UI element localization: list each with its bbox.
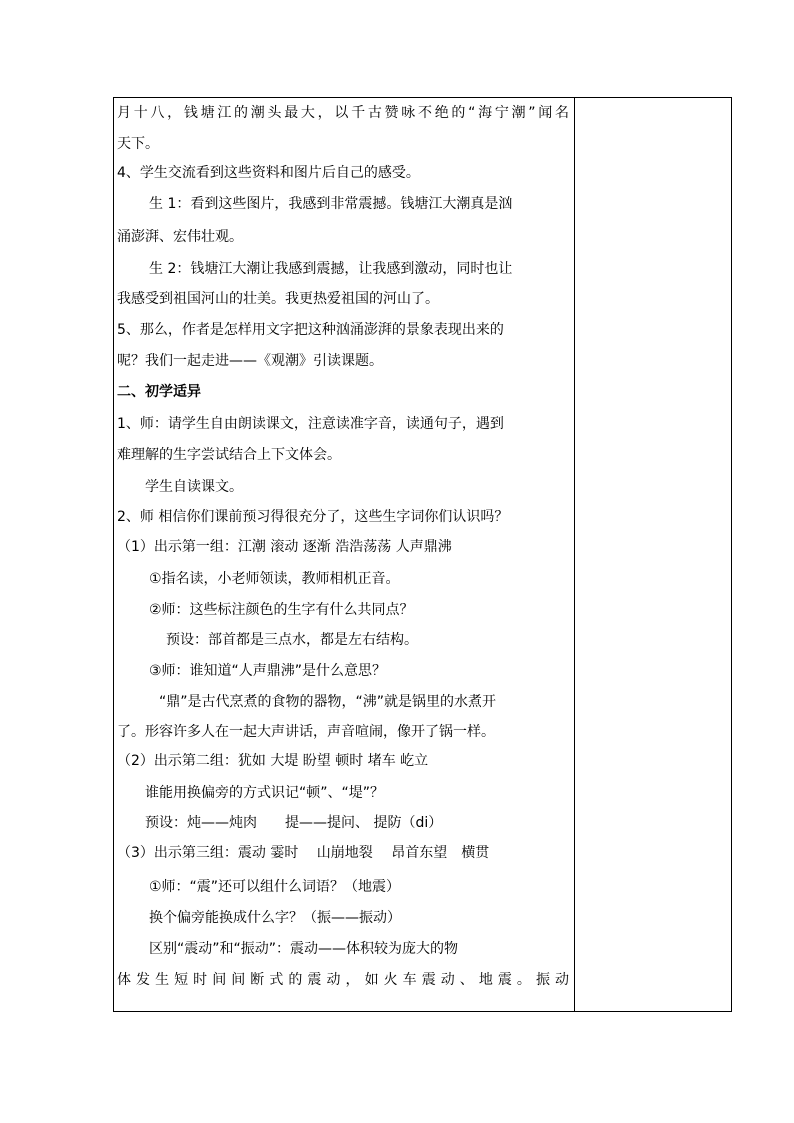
text-line: （2）出示第二组：犹如 大堤 盼望 顿时 堵车 屹立 bbox=[117, 753, 429, 769]
text-line: 体发生短时间间断式的震动，如火车震动、地震。振动 bbox=[117, 972, 569, 988]
text-line: 1、师：请学生自由朗读课文，注意读准字音，读通句子，遇到 bbox=[117, 416, 504, 432]
text-line: 学生自读课文。 bbox=[145, 479, 243, 495]
text-line: 4、学生交流看到这些资料和图片后自己的感受。 bbox=[117, 165, 420, 181]
column-divider bbox=[574, 97, 575, 1012]
text-line: 区别“震动”和“振动”：震动——体积较为庞大的物 bbox=[149, 941, 459, 957]
text-line: 5、那么，作者是怎样用文字把这种汹涌澎湃的景象表现出来的 bbox=[117, 322, 504, 338]
text-line: “鼎”是古代烹煮的食物的器物，“沸”就是锅里的水煮开 bbox=[159, 694, 497, 710]
text-line: ①师：“震”还可以组什么词语？（地震） bbox=[149, 879, 401, 895]
text-line: 换个偏旁能换成什么字？（振——振动） bbox=[149, 910, 401, 926]
text-line: 预设：部首都是三点水，都是左右结构。 bbox=[166, 632, 418, 648]
text-line: 生 1：看到这些图片，我感到非常震撼。钱塘江大潮真是汹 bbox=[149, 196, 513, 212]
text-line: 预设：炖——炖肉 提——提问、 提防（di） bbox=[145, 815, 443, 831]
text-line: ①指名读，小老师领读，教师相机正音。 bbox=[149, 571, 400, 587]
text-line: （3）出示第三组：震动 霎时 山崩地裂 昂首东望 横贯 bbox=[117, 845, 490, 861]
text-line: （1）出示第一组：江潮 滚动 逐渐 浩浩荡荡 人声鼎沸 bbox=[117, 539, 452, 555]
text-line: 天下。 bbox=[117, 136, 159, 152]
text-line: 了。形容许多人在一起大声讲话，声音喧闹，像开了锅一样。 bbox=[117, 724, 495, 740]
text-line: 生 2：钱塘江大潮让我感到震撼，让我感到激动，同时也让 bbox=[149, 261, 513, 277]
text-line: 呢？我们一起走进——《观潮》引读课题。 bbox=[117, 353, 383, 369]
text-line: ③师：谁知道“人声鼎沸”是什么意思？ bbox=[149, 663, 387, 679]
text-line: 我感受到祖国河山的壮美。我更热爱祖国的河山了。 bbox=[117, 291, 439, 307]
text-line: 谁能用换偏旁的方式识记“顿”、“堤”？ bbox=[145, 785, 385, 801]
text-line: 2、师 相信你们课前预习得很充分了，这些生字词你们认识吗？ bbox=[117, 509, 509, 525]
text-line: 涌澎湃、宏伟壮观。 bbox=[117, 229, 243, 245]
text-line: 难理解的生字尝试结合上下文体会。 bbox=[117, 447, 341, 463]
section-heading: 二、初学适异 bbox=[117, 384, 201, 400]
text-line: 月十八，钱塘江的潮头最大，以千古赞咏不绝的“海宁潮”闻名 bbox=[117, 105, 569, 121]
text-line: ②师：这些标注颜色的生字有什么共同点？ bbox=[149, 602, 414, 618]
